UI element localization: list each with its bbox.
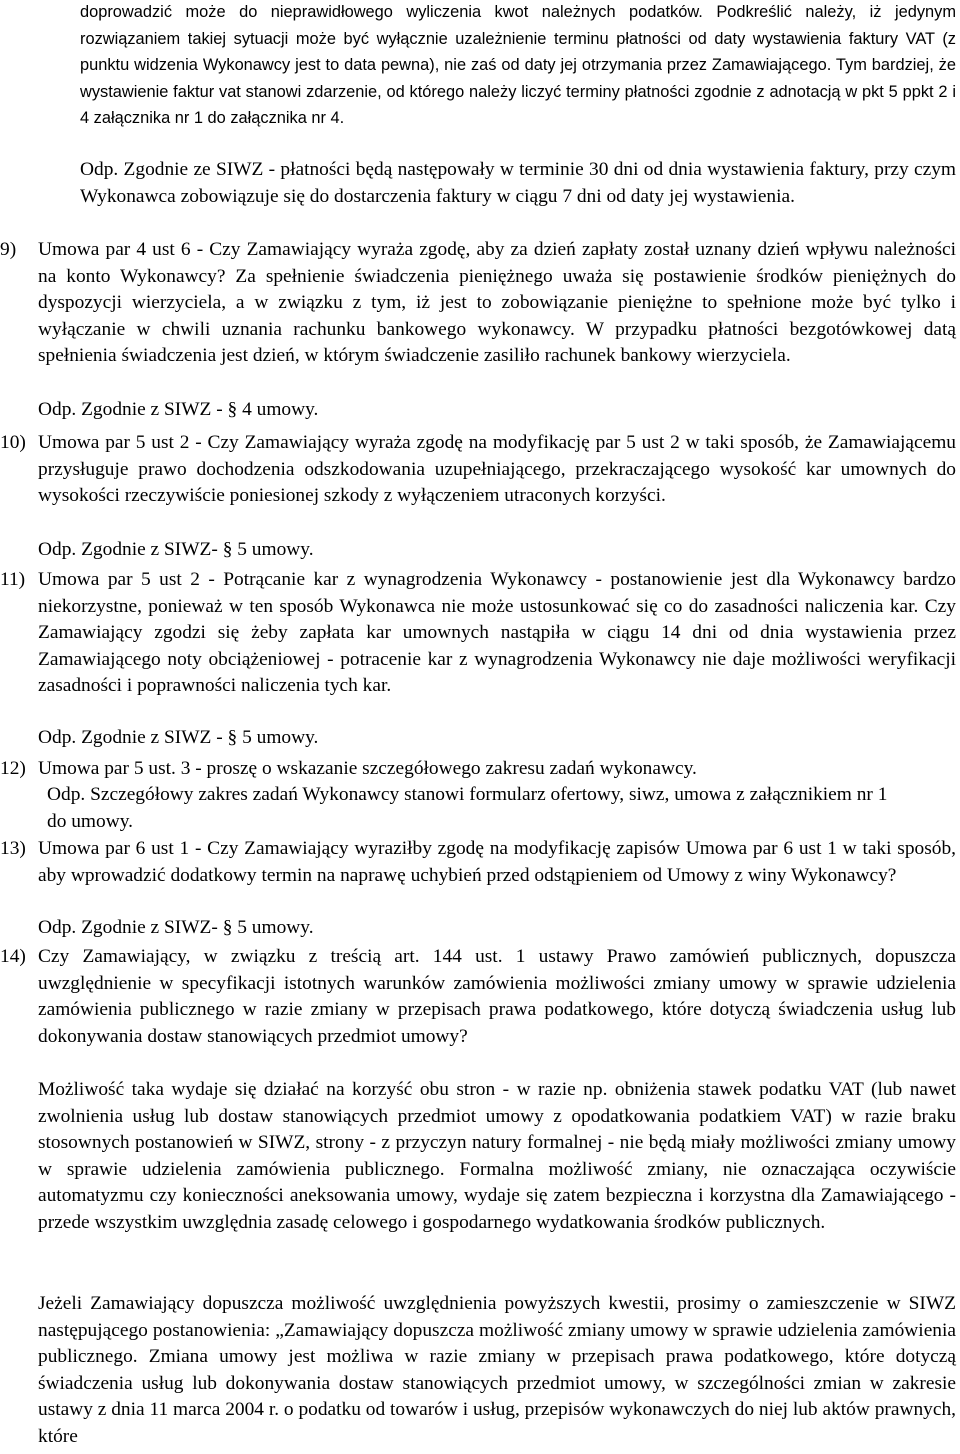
item-text: Umowa par 4 ust 6 - Czy Zamawiający wyraża zgodę, aby za dzień zapłaty został uznany dzień wpływu należności na konto Wykonawcy? Za spełnienie świadczenia pieniężnego uważa się postawienie środków pieniężnych do dyspozycji wierzyciela, a w związku z tym, iż jest to zobowiązanie pieniężne to spełnione może być tylko i wyłączanie w chwili uznania rachunku bankowego wykonawcy. W przypadku płatności bezgotówkowej datą spełnienia świadczenia jest dzień, w którym świadczenie zasiliło rachunek bankowy wierzyciela.: [38, 239, 956, 366]
item-text: Umowa par 5 ust 2 - Czy Zamawiający wyraża zgodę na modyfikację par 5 ust 2 w taki sposób, że Zamawiającemu przysługuje prawo dochodzenia odszkodowania uzupełniającego, przekraczającego wysokość kar umownych do wysokości rzeczywiście poniesionej szkody z wyłączeniem utraconych korzyści.: [38, 432, 956, 506]
item-answer: Odp. Zgodnie z SIWZ- § 5 umowy.: [38, 539, 314, 560]
item-number: 10): [0, 432, 26, 453]
item-number: 9): [0, 239, 17, 260]
intro-answer: Odp. Zgodnie ze SIWZ - płatności będą następowały w terminie 30 dni od dnia wystawienia faktury, przy czym Wykonawca zobowiązuje się do dostarczenia faktury w ciągu 7 dni od daty jej wystawienia.: [80, 159, 956, 207]
item-answer: Odp. Zgodnie z SIWZ - § 5 umowy.: [38, 727, 319, 748]
item-text: Umowa par 6 ust 1 - Czy Zamawiający wyraziłby zgodę na modyfikację zapisów Umowa par 6 ust 1 w taki sposób, aby wprowadzić dodatkowy termin na naprawę uchybień przed odstąpieniem od Umowy z winy Wykonawcy?: [38, 838, 956, 886]
item-number: 14): [0, 946, 26, 967]
item-number: 12): [0, 758, 26, 779]
item-text: Czy Zamawiający, w związku z treścią art. 144 ust. 1 ustawy Prawo zamówień publicznych, dopuszcza uwzględnienie w specyfikacji istotnych warunków zamówienia możliwości zmiany umowy w sprawie udzielenia zamówienia publicznego w razie zmiany w przepisach prawa podatkowego, które dotyczą świadczenia usług lub dokonywania dostaw stanowiących przedmiot umowy?: [38, 946, 956, 1047]
intro-paragraph: doprowadzić może do nieprawidłowego wyliczenia kwot należnych podatków. Podkreślić należy, iż jedynym rozwiązaniem takiej sytuacji może być wyłącznie uzależnienie terminu płatności od daty wystawienia faktury VAT (z punktu widzenia Wykonawcy jest to data pewna), nie zaś od daty jej otrzymania przez Zamawiającego. Tym bardziej, że wystawienie faktur vat stanowi zdarzenie, od którego należy liczyć terminy płatności zgodnie z adnotacją w pkt 5 ppkt 2 i 4 załącznika nr 1 do załącznika nr 4.: [80, 3, 956, 127]
item-number: 11): [0, 569, 26, 590]
item-answer: Odp. Zgodnie z SIWZ- § 5 umowy.: [38, 917, 314, 938]
item-answer: Odp. Zgodnie z SIWZ - § 4 umowy.: [38, 399, 319, 420]
item-number: 13): [0, 838, 26, 859]
item-answer: Odp. Szczegółowy zakres zadań Wykonawcy stanowi formularz ofertowy, siwz, umowa z załącznikiem nr 1 do umowy.: [47, 784, 888, 832]
item-extra-paragraph: Jeżeli Zamawiający dopuszcza możliwość uwzględnienia powyższych kwestii, prosimy o zamieszczenie w SIWZ następującego postanowienia: „Zamawiający dopuszcza możliwość zmiany umowy w sprawie udzielenia zamówienia publicznego. Zmiana umowy jest możliwa w razie zmiany w przepisach prawa podatkowego, które dotyczą świadczenia usług lub dokonywania dostaw stanowiących przedmiot umowy, w szczególności zmian w zakresie ustawy z dnia 11 marca 2004 r. o podatku od towarów i usług, przepisów wykonawczych do niej lub aktów prawnych, które: [38, 1293, 956, 1447]
item-text: Umowa par 5 ust 2 - Potrącanie kar z wynagrodzenia Wykonawcy - postanowienie jest dla Wykonawcy bardzo niekorzystne, ponieważ w ten sposób Wykonawca nie może ustosunkować się co do zasadności naliczenia kar. Czy Zamawiający zgodzi się żeby zapłata kar umownych nastąpiła w ciągu 14 dni od dnia wystawienia przez Zamawiającego noty obciążeniowej - potracenie kar z wynagrodzenia Wykonawcy nie daje możliwości weryfikacji zasadności i poprawności naliczenia tych kar.: [38, 569, 956, 696]
item-extra-paragraph: Możliwość taka wydaje się działać na korzyść obu stron - w razie np. obniżenia stawek podatku VAT (lub nawet zwolnienia usług lub dostaw stanowiących przedmiot umowy z opodatkowania podatkiem VAT) w razie braku stosownych postanowień w SIWZ, strony - z przyczyn natury formalnej - nie będą miały możliwości zmiany umowy w sprawie udzielenia zamówienia publicznego. Formalna możliwość zmiany, nie oznaczająca oczywiście automatyzmu czy konieczności aneksowania umowy, wydaje się zatem bezpieczna i korzystna dla Zamawiającego - przede wszystkim uwzględnia zasadę celowego i gospodarnego wydatkowania środków publicznych.: [38, 1079, 956, 1233]
item-text: Umowa par 5 ust. 3 - proszę o wskazanie szczegółowego zakresu zadań wykonawcy.: [38, 758, 697, 779]
